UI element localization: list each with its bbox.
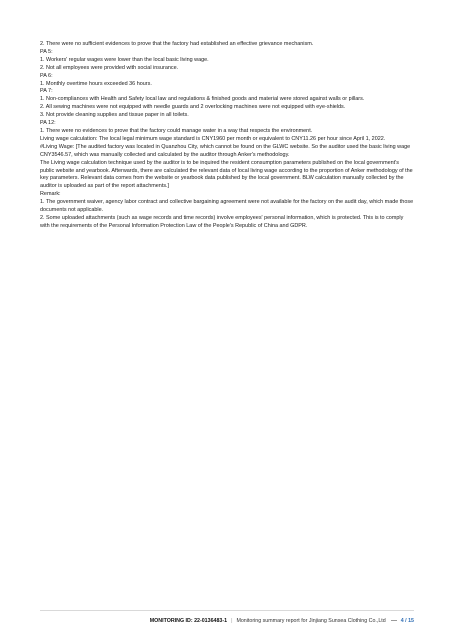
- paragraph: 2. All sewing machines were not equipped with needle guards and 2 overlocking machines were not equipped with eye-shields.: [40, 104, 346, 111]
- section-label: PA 6:: [40, 72, 53, 79]
- paragraph: 1. Monthly overtime hours exceeded 36 hours.: [40, 80, 152, 87]
- page-footer: [40, 610, 414, 629]
- section-label: PA 12:: [40, 120, 56, 127]
- paragraph: 2. Not all employees were provided with social insurance.: [40, 64, 179, 71]
- paragraph: 2. Some uploaded attachments (such as wage records and time records) involve employees' personal information, which is protected. This is to comply with the requirements of the Personal Information Protection Law of the People's Republic of China and GDPR.: [40, 214, 404, 229]
- paragraph: 1. Workers' regular wages were lower than the local basic living wage.: [40, 56, 209, 63]
- report-body: [40, 41, 414, 231]
- report-summary-title: Monitoring summary report for Jinjiang Sunsea Clothing Co.,Ltd: [236, 618, 386, 624]
- paragraph: 1. Non-compliances with Health and Safety local law and regulations & finished goods and material were stored against walls or pillars.: [40, 96, 365, 103]
- paragraph: 3. Not provide cleaning supplies and tissue paper in all toilets.: [40, 112, 189, 119]
- monitoring-id: MONITORING ID: 22-0136483-1: [149, 618, 228, 624]
- footer-separator: |: [231, 618, 233, 624]
- section-label: Remark:: [40, 191, 61, 198]
- page-number: 4 / 15: [400, 618, 414, 624]
- paragraph: 1. The government waiver, agency labor contract and collective bargaining agreement were not available for the factory on the audit day, which made those documents not applicable.: [40, 199, 414, 214]
- section-label: PA 5:: [40, 48, 53, 55]
- footer-dash: [391, 620, 397, 621]
- paragraph: 1. There were no evidences to prove that the factory could manage water in a way that respects the environment.: [40, 127, 313, 134]
- paragraph: Living wage calculation: The local legal minimum wage standard is CNY1960 per month or equivalent to CNY11.26 per hour since April 1, 2022.: [40, 135, 386, 142]
- section-label: PA 7:: [40, 88, 53, 95]
- paragraph: 2. There were no sufficient evidences to prove that the factory had established an effective grievance mechanism.: [40, 41, 314, 47]
- paragraph: #Living Wage: [The audited factory was located in Quanzhou City, which cannot be found on the GLWC website. So the auditor used the basic living wage CNY3546.57, which was manually collected and calculated by the auditor through Anker's methodology.: [40, 143, 411, 158]
- paragraph: The Living wage calculation technique used by the auditor is to be inquired the resident consumption parameters published on the local government's public website and yearbook. Afterwards, there are calculated the relevant data of local living wage according to the proportion of Anker methodology of the key parameters. Relevant data comes from the website or yearbook data published by the local government. BLW calculation manually collected by the auditor is uploaded as part of the report attachments.]: [40, 159, 413, 190]
